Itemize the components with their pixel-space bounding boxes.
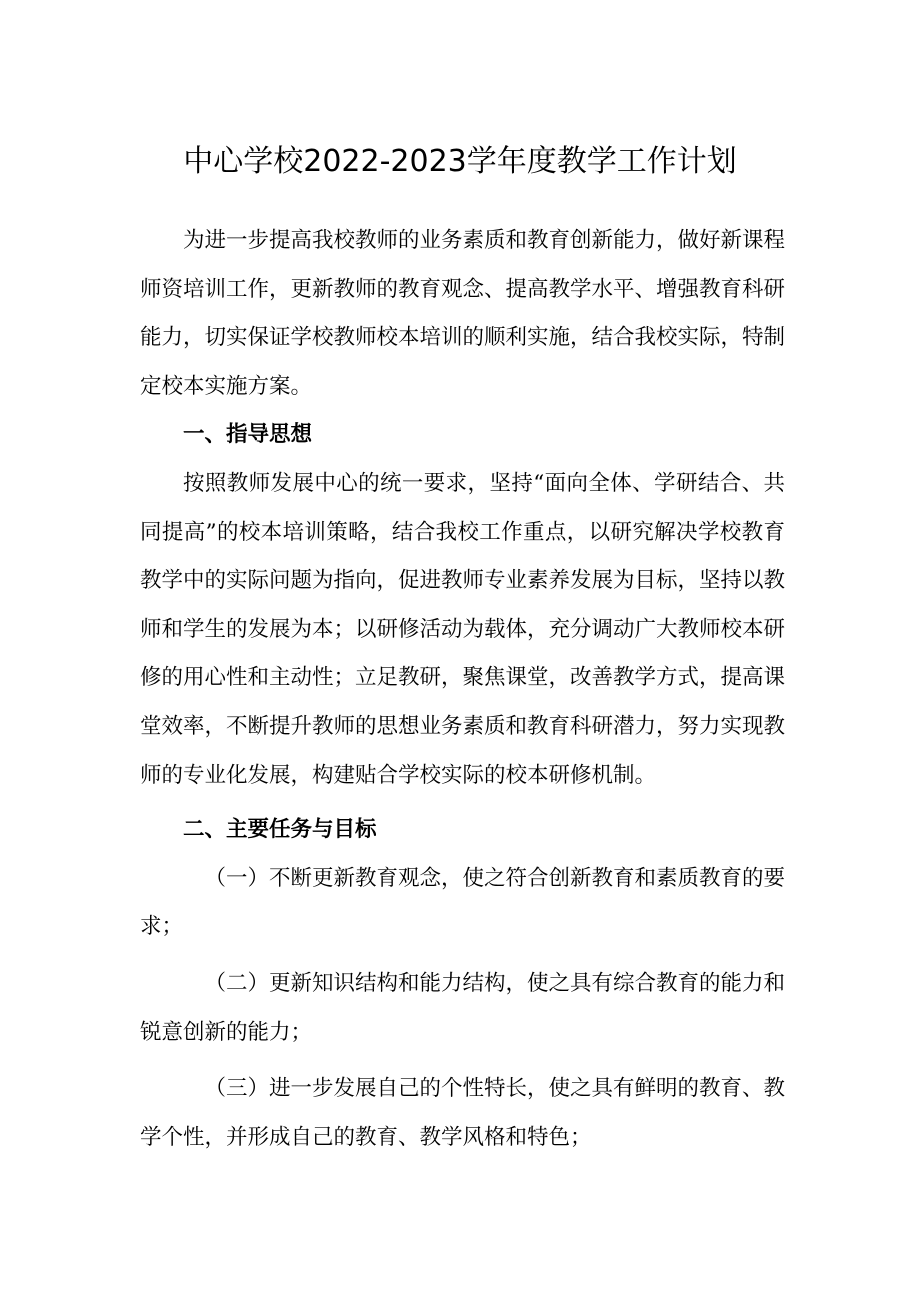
section-body-guiding-ideology: 按照教师发展中心的统一要求，坚持“面向全体、学研结合、共同提高”的校本培训策略，结合我校工作重点，以研究解决学校教育教学中的实际问题为指向，促进教师专业素养发展为目标，坚持以教师和学生的发展为本；以研修活动为载体，充分调动广大教师校本研修的用心性和主动性；立足教研，聚焦课堂，改善教学方式，提高课堂效率，不断提升教师的思想业务素质和教育科研潜力，努力实现教师的专业化发展，构建贴合学校实际的校本研修机制。 [140,470,786,788]
section-heading-guiding-ideology: 一、指导思想 [183,422,313,448]
task-item: （一）不断更新教育观念，使之符合创新教育和素质教育的要求； [140,865,786,940]
task-item: （二）更新知识结构和能力结构，使之具有综合教育的能力和锐意创新的能力； [140,970,786,1045]
intro-paragraph: 为进一步提高我校教师的业务素质和教育创新能力，做好新课程师资培训工作，更新教师的教育观念、提高教学水平、增强教育科研能力，切实保证学校教师校本培训的顺利实施，结合我校实际，特制定校本实施方案。 [140,228,786,399]
document-title: 中心学校2022-2023学年度教学工作计划 [183,144,737,179]
section-heading-tasks-goals: 二、主要任务与目标 [183,817,377,843]
document-body [140,217,785,1162]
task-item: （三）进一步发展自己的个性特长，使之具有鲜明的教育、教学个性，并形成自己的教育、教学风格和特色； [140,1076,786,1150]
